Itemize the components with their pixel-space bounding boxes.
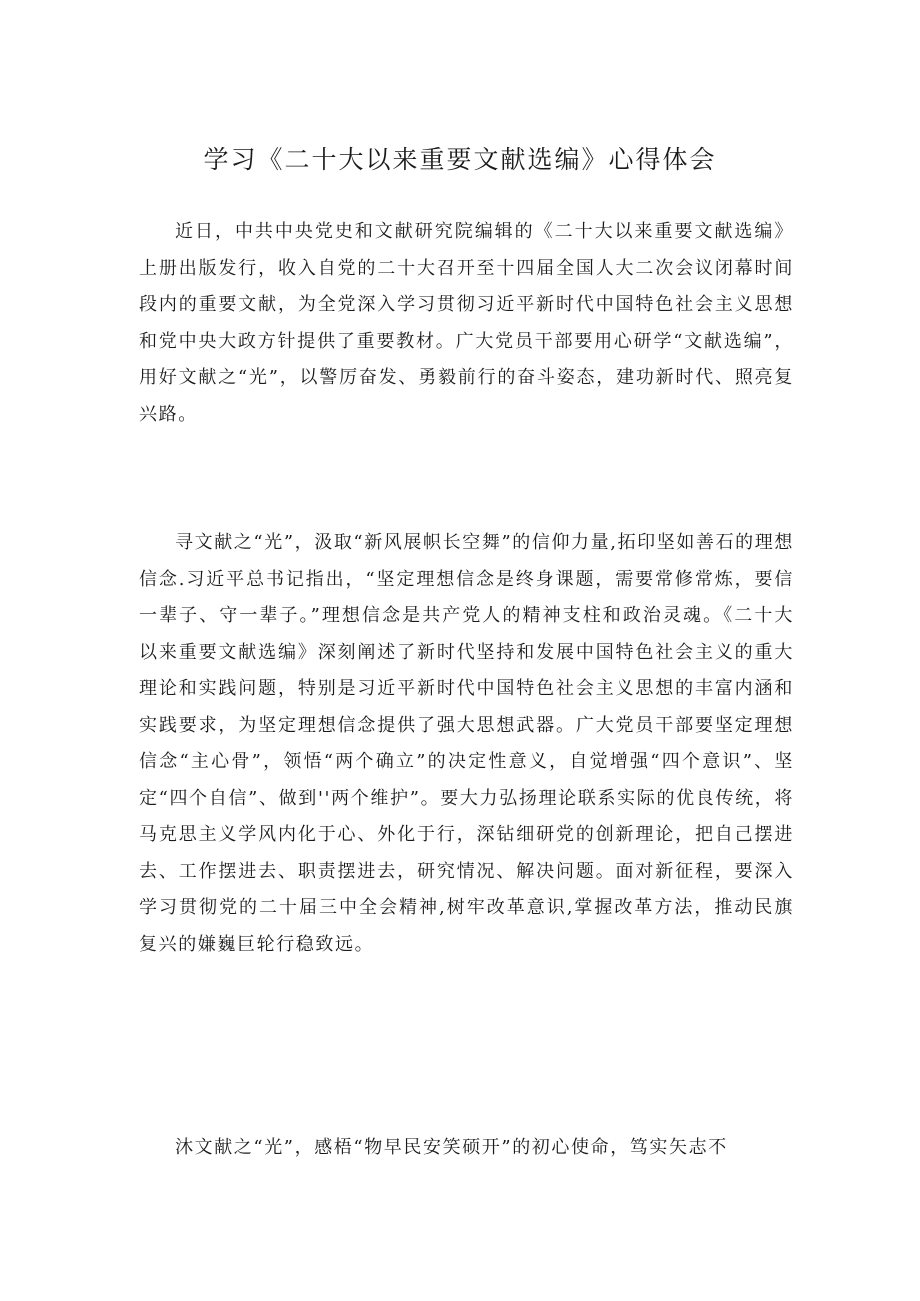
document-title: 学习《二十大以来重要文献选编》心得体会 — [203, 145, 717, 174]
paragraph-mission: 沐文献之“光”，感梧“物早民安笑硕开”的初心使命，笃实矢志不 — [175, 1137, 728, 1158]
paragraph-ideals: 寻文献之“光”，汲取“新风展帜长空舞”的信仰力量,拓印坚如善石的理想信念.习近平总书记指出，“坚定理想信念是终身课题，需要常修常炼，要信一辈子、守一辈子。”理想信念是共产党人的精神支柱和政治灵魂。《二十大以来重要文献选编》深刻阐述了新时代坚持和发展中国特色社会主义的重大理论和实践问题，特别是习近平新时代中国特色社会主义思想的丰富内涵和实践要求，为坚定理想信念提供了强大思想武器。广大党员干部要坚定理想信念“主心骨”，领悟“两个确立”的决定性意义，自觉增强“四个意识”、坚定“四个自信”、做到''两个维护”。要大力弘扬理论联系实际的优良传统，将马克思主义学风内化于心、外化于行，深钻细研党的创新理论，把自己摆进去、工作摆进去、职责摆进去，研究情况、解决问题。面对新征程，要深入学习贯彻党的二十届三中全会精神,树牢改革意识,掌握改革方法，推动民旗复兴的嫌巍巨轮行稳致远。 — [139, 532, 794, 955]
paragraph-intro: 近日，中共中央党史和文献研究院编辑的《二十大以来重要文献选编》上册出版发行，收入自党的二十大召开至十四届全国人大二次会议闭幕时间段内的重要文献，为全党深入学习贯彻习近平新时代中国特色社会主义思想和党中央大政方针提供了重要教材。广大党员干部要用心研学“文献选编”，用好文献之“光”，以警厉奋发、勇毅前行的奋斗姿态，建功新时代、照亮复兴路。 — [139, 221, 794, 425]
